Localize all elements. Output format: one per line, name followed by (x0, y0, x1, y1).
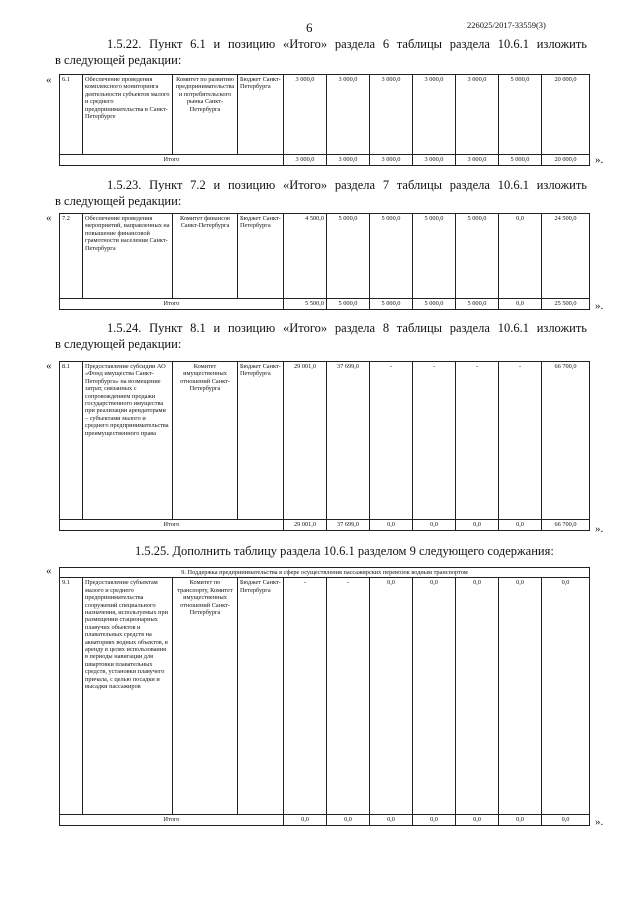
row-value: 4 500,0 (284, 214, 327, 299)
row-value: - (499, 362, 542, 520)
row-number: 6.1 (60, 75, 83, 155)
total-value: 0,0 (456, 815, 499, 826)
row-value: 0,0 (542, 578, 590, 815)
total-row (60, 155, 590, 166)
row-value: - (413, 362, 456, 520)
total-label: Итого (60, 815, 284, 826)
paragraph-1-5-22: 1.5.22. Пункт 6.1 и позицию «Итого» раздела 6 таблицы раздела 10.6.1 изложить в следующей редакции: (55, 37, 587, 67)
row-number: 7.2 (60, 214, 83, 299)
total-row (60, 815, 590, 826)
total-value: 0,0 (413, 520, 456, 531)
row-value: 3 000,0 (327, 75, 370, 155)
total-value: 0,0 (499, 815, 542, 826)
document-number: 226025/2017-33559(3) (467, 20, 546, 30)
total-value: 0,0 (413, 815, 456, 826)
total-value: 66 700,0 (542, 520, 590, 531)
table-row (60, 362, 590, 520)
row-name: Обеспечение проведения мероприятий, направленных на повышение финансовой грамотности населения Санкт-Петербурга (83, 214, 173, 299)
open-quote: « (46, 360, 52, 372)
row-source: Бюджет Санкт-Петербурга (238, 578, 284, 815)
total-value: 3 000,0 (327, 155, 370, 166)
total-value: 0,0 (499, 299, 542, 310)
row-name: Обеспечение проведения комплексного мониторинга деятельности субъектов малого и среднего предпринимательства в Санкт-Петербурге (83, 75, 173, 155)
row-value: 5 000,0 (370, 214, 413, 299)
close-quote: ». (595, 154, 604, 166)
row-value: 5 000,0 (413, 214, 456, 299)
total-value: 0,0 (370, 815, 413, 826)
table-section-6 (59, 74, 590, 166)
total-value: 0,0 (456, 520, 499, 531)
section-title: 9. Поддержка предпринимательства в сфере осуществления пассажирских перевозок водным транспортом (60, 568, 590, 578)
open-quote: « (46, 212, 52, 224)
open-quote: « (46, 565, 52, 577)
total-value: 5 000,0 (327, 299, 370, 310)
total-value: 5 000,0 (413, 299, 456, 310)
total-value: 3 000,0 (370, 155, 413, 166)
total-label: Итого (60, 520, 284, 531)
row-value: 0,0 (370, 578, 413, 815)
row-value: - (284, 578, 327, 815)
row-value: 0,0 (499, 214, 542, 299)
row-value: - (370, 362, 413, 520)
row-value: 66 700,0 (542, 362, 590, 520)
row-executor: Комитет финансов Санкт-Петербурга (173, 214, 238, 299)
row-value: 3 000,0 (284, 75, 327, 155)
row-value: 5 000,0 (327, 214, 370, 299)
row-value: - (456, 362, 499, 520)
row-value: - (327, 578, 370, 815)
row-value: 29 001,0 (284, 362, 327, 520)
total-value: 5 000,0 (499, 155, 542, 166)
row-source: Бюджет Санкт-Петербурга (238, 75, 284, 155)
paragraph-1-5-23: 1.5.23. Пункт 7.2 и позицию «Итого» раздела 7 таблицы раздела 10.6.1 изложить в следующей редакции: (55, 178, 587, 208)
table-section-8 (59, 361, 590, 531)
total-value: 0,0 (284, 815, 327, 826)
row-executor: Комитет по транспорту, Комитет имущественных отношений Санкт-Петербурга (173, 578, 238, 815)
table-section-7 (59, 213, 590, 310)
total-value: 0,0 (542, 815, 590, 826)
table-row (60, 578, 590, 815)
row-executor: Комитет по развитию предпринимательства и потребительского рынка Санкт-Петербурга (173, 75, 238, 155)
row-source: Бюджет Санкт-Петербурга (238, 214, 284, 299)
row-value: 3 000,0 (456, 75, 499, 155)
page-number: 6 (306, 20, 313, 35)
row-executor: Комитет имущественных отношений Санкт-Петербурга (173, 362, 238, 520)
row-value: 0,0 (413, 578, 456, 815)
row-value: 3 000,0 (413, 75, 456, 155)
row-value: 20 000,0 (542, 75, 590, 155)
close-quote: ». (595, 816, 604, 828)
row-value: 5 000,0 (499, 75, 542, 155)
paragraph-1-5-25: 1.5.25. Дополнить таблицу раздела 10.6.1 разделом 9 следующего содержания: (135, 544, 554, 558)
total-value: 5 500,0 (284, 299, 327, 310)
total-value: 20 000,0 (542, 155, 590, 166)
total-value: 0,0 (370, 520, 413, 531)
table-section-9 (59, 567, 590, 826)
total-value: 3 000,0 (413, 155, 456, 166)
row-source: Бюджет Санкт-Петербурга (238, 362, 284, 520)
row-value: 3 000,0 (370, 75, 413, 155)
row-name: Предоставление субъектам малого и среднего предпринимательства сооружений специального назначения, используемых при размещении стационарных плавучих объектов и плавательных средств на акваториях водных объектов, в аренду в целях использования в периоды навигации для швартовки плавательных средств, установки плавучего причала, с целью посадки и высадки пассажиров (83, 578, 173, 815)
total-value: 0,0 (327, 815, 370, 826)
table-row (60, 75, 590, 155)
close-quote: ». (595, 300, 604, 312)
table-row (60, 214, 590, 299)
row-number: 9.1 (60, 578, 83, 815)
open-quote: « (46, 74, 52, 86)
total-value: 3 000,0 (284, 155, 327, 166)
row-name: Предоставление субсидии АО «Фонд имущества Санкт-Петербурга» на возмещение затрат, связанных с сопровождением продажи государственного имущества при реализации арендаторами – субъектами малого и среднего предпринимательства преимущественного права (83, 362, 173, 520)
total-value: 37 699,0 (327, 520, 370, 531)
close-quote: ». (595, 523, 604, 535)
row-value: 37 699,0 (327, 362, 370, 520)
row-value: 24 500,0 (542, 214, 590, 299)
total-value: 5 000,0 (370, 299, 413, 310)
total-row (60, 299, 590, 310)
total-row (60, 520, 590, 531)
total-value: 25 500,0 (542, 299, 590, 310)
row-value: 0,0 (499, 578, 542, 815)
total-value: 0,0 (499, 520, 542, 531)
total-value: 3 000,0 (456, 155, 499, 166)
paragraph-1-5-24: 1.5.24. Пункт 8.1 и позицию «Итого» раздела 8 таблицы раздела 10.6.1 изложить в следующей редакции: (55, 321, 587, 351)
total-label: Итого (60, 299, 284, 310)
row-value: 5 000,0 (456, 214, 499, 299)
row-value: 0,0 (456, 578, 499, 815)
total-value: 29 001,0 (284, 520, 327, 531)
total-label: Итого (60, 155, 284, 166)
total-value: 5 000,0 (456, 299, 499, 310)
row-number: 8.1 (60, 362, 83, 520)
section-title-row (60, 568, 590, 578)
